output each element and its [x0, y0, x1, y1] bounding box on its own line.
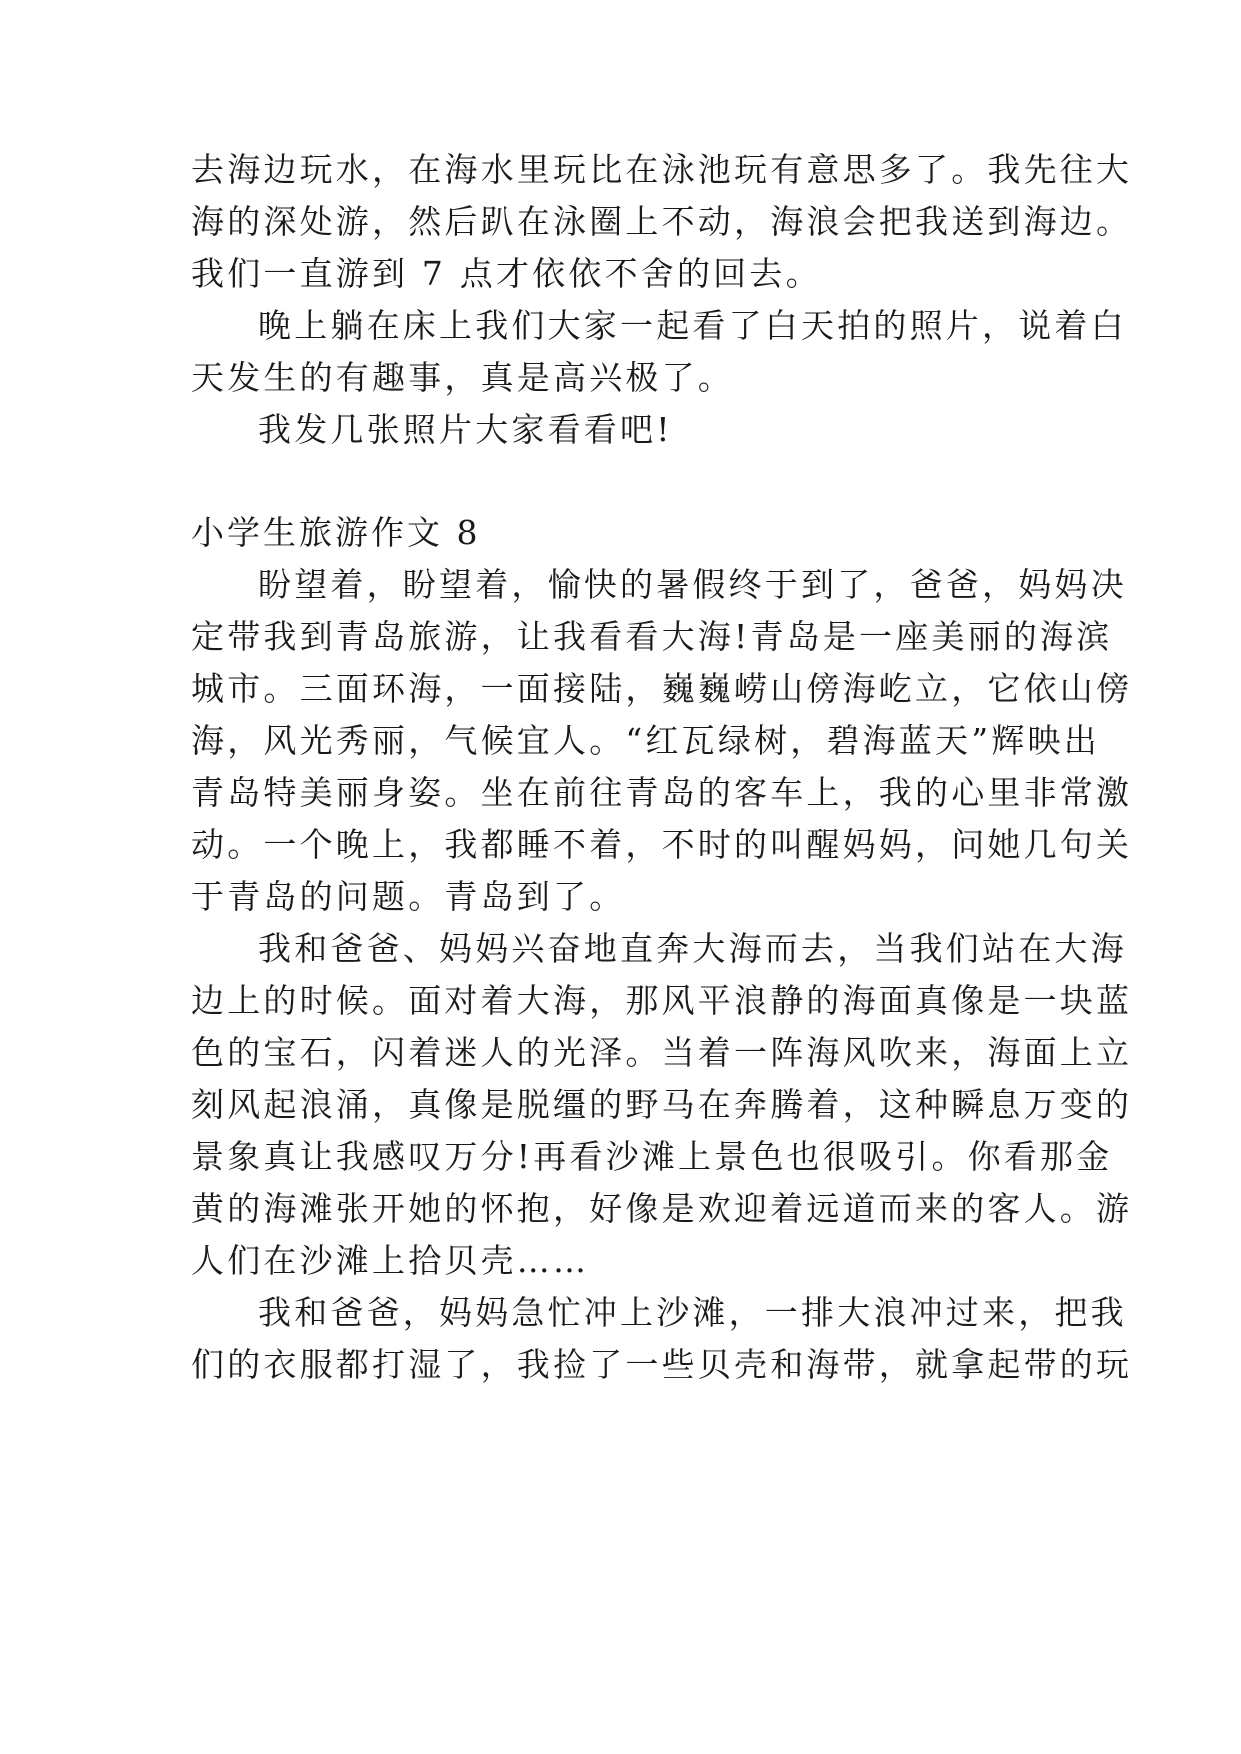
body-text-line: 海的深处游，然后趴在泳圈上不动，海浪会把我送到海边。 [191, 202, 1133, 241]
section-title: 小学生旅游作文 8 [191, 513, 481, 552]
body-text-line: 海，风光秀丽，气候宜人。“红瓦绿树，碧海蓝天”辉映出 [191, 721, 1100, 760]
body-text-line: 我们一直游到 7 点才依依不舍的回去。 [191, 254, 822, 293]
body-text-line: 城市。三面环海，一面接陆，巍巍崂山傍海屹立，它依山傍 [191, 669, 1133, 708]
body-text-line: 去海边玩水，在海水里玩比在泳池玩有意思多了。我先往大 [191, 150, 1133, 189]
body-text-line: 我和爸爸，妈妈急忙冲上沙滩，一排大浪冲过来，把我 [258, 1293, 1127, 1332]
body-text-line: 色的宝石，闪着迷人的光泽。当着一阵海风吹来，海面上立 [191, 1033, 1133, 1072]
body-text-line: 动。一个晚上，我都睡不着，不时的叫醒妈妈，问她几句关 [191, 825, 1133, 864]
body-text-line: 于青岛的问题。青岛到了。 [191, 877, 626, 916]
body-text-line: 人们在沙滩上拾贝壳…… [191, 1241, 590, 1280]
body-text-line: 天发生的有趣事，真是高兴极了。 [191, 358, 734, 397]
body-text-line: 青岛特美丽身姿。坐在前往青岛的客车上，我的心里非常激 [191, 773, 1133, 812]
body-text-line: 刻风起浪涌，真像是脱缰的野马在奔腾着，这种瞬息万变的 [191, 1085, 1133, 1124]
body-text-line: 黄的海滩张开她的怀抱，好像是欢迎着远道而来的客人。游 [191, 1189, 1133, 1228]
body-text-line: 我和爸爸、妈妈兴奋地直奔大海而去，当我们站在大海 [258, 929, 1127, 968]
body-text-line: 景象真让我感叹万分!再看沙滩上景色也很吸引。你看那金 [191, 1137, 1113, 1176]
body-text-line: 盼望着，盼望着，愉快的暑假终于到了，爸爸，妈妈决 [258, 565, 1127, 604]
body-text-line: 我发几张照片大家看看吧! [258, 410, 673, 449]
body-text-line: 定带我到青岛旅游，让我看看大海!青岛是一座美丽的海滨 [191, 617, 1113, 656]
body-text-line: 晚上躺在床上我们大家一起看了白天拍的照片，说着白 [258, 306, 1127, 345]
body-text-line: 们的衣服都打湿了，我捡了一些贝壳和海带，就拿起带的玩 [191, 1345, 1133, 1384]
body-text-line: 边上的时候。面对着大海，那风平浪静的海面真像是一块蓝 [191, 981, 1133, 1020]
